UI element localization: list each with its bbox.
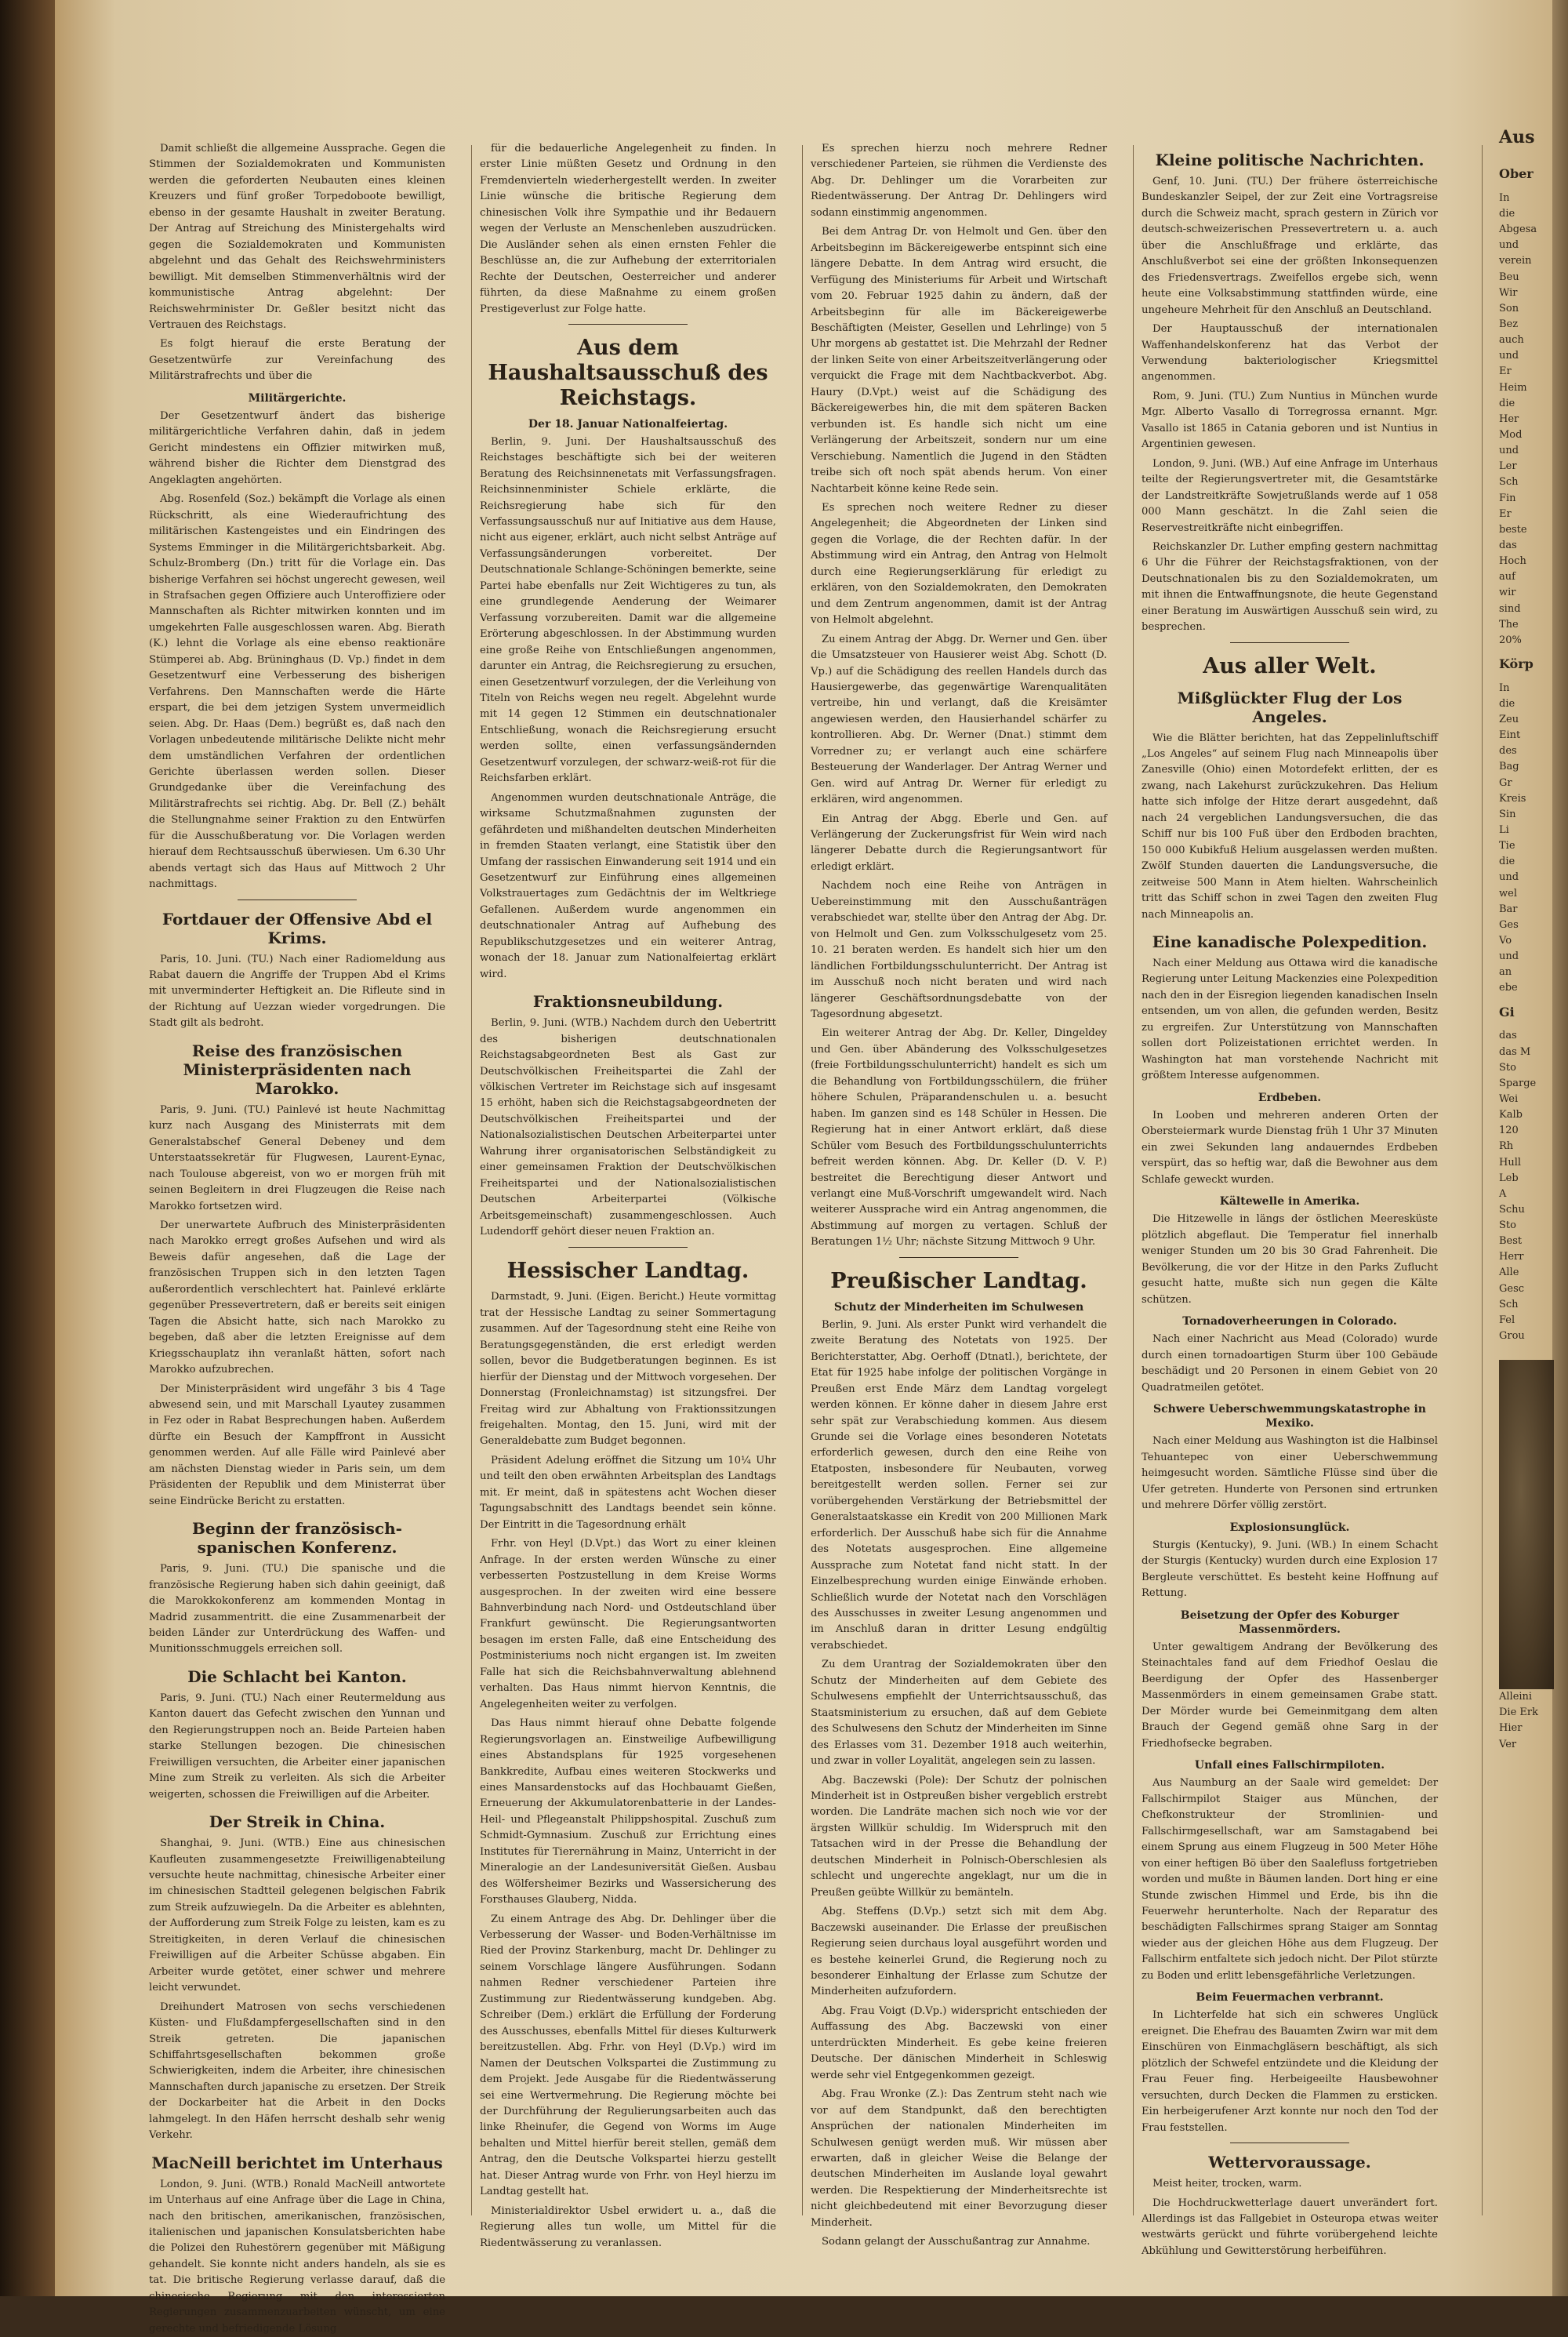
cut-line: Ges (1499, 918, 1519, 931)
cut-line: Grou (1499, 1330, 1525, 1343)
cut-line: Alle (1499, 1267, 1519, 1279)
cut-line: Eint (1499, 729, 1521, 742)
cut-line: und (1499, 239, 1519, 252)
paragraph: London, 9. Juni. (WB.) Auf eine Anfrage im Unterhaus teilte der Regierungsvertreter mit, die Gesamtstärke der Landstreitkräfte Sowjetrußlands werde auf 1 058 000 Mann geschätzt. In die Zahl seien die Reservestreitkräfte nicht einbegriffen. (1142, 457, 1438, 534)
cut-line: Sch (1499, 476, 1519, 489)
paragraph: Sodann gelangt der Ausschußantrag zur Annahme. (822, 2236, 1091, 2248)
cut-line: Gr (1499, 776, 1512, 789)
cut-line: Sparge (1499, 1077, 1537, 1089)
cut-line: und (1499, 350, 1519, 362)
article-subheading: Unfall eines Fallschirmpiloten. (1194, 1759, 1385, 1772)
article-subheading: Erdbeben. (1258, 1091, 1322, 1104)
article-subheading: Der 18. Januar Nationalfeiertag. (528, 417, 728, 431)
paragraph: Rom, 9. Juni. (TU.) Zum Nuntius in München wurde Mgr. Alberto Vasallo di Torregrossa ernannt. Mgr. Vasallo ist 1865 in Catania geboren und ist Nuntius in Argentinien gewesen. (1142, 390, 1438, 451)
cut-line: Rh (1499, 1140, 1514, 1153)
cut-subheading-2: Körp (1499, 656, 1534, 671)
article-subheading: Schwere Ueberschwemmungskatastrophe in Mexiko. (1153, 1402, 1426, 1430)
article-column-3 (811, 141, 1107, 2248)
paragraph: Der Gesetzentwurf ändert das bisherige militärgerichtliche Verfahren dahin, daß in jedem Gericht mindestens ein Offizier mitwirken muß, während bisher die Richter dem Dienstgrad des Angeklagten angehörten. (149, 409, 445, 486)
cut-line: Hier (1499, 1722, 1523, 1735)
paragraph: Berlin, 9. Juni. (WTB.) Nachdem durch den Uebertritt des bisherigen deutschnationalen Reichstagsabgeordneten Best als Gast zur Deutschvölkischen Freiheitspartei die Zahl der völkischen Vertreter im Reichstage sich auf insgesamt 15 erhöht, haben sich die Reichstagsabgeordneten der Deutschvölkischen Freiheitspartei und der Nationalsozialistischen Deutschen Arbeiterpartei unter Wahrung ihrer organisatorischen Selbständigkeit zu einer gemeinsamen Fraktion der Deutschvölkischen Freiheitspartei und der Nationalsozialistischen Deutschen Arbeiterpartei (Völkische Arbeitsgemeinschaft) zusammengeschlossen. Auch Ludendorff gehört dieser neuen Fraktion an. (480, 1017, 776, 1238)
section-heading: Hessischer Landtag. (506, 1258, 750, 1283)
cut-line: 120 (1499, 1125, 1519, 1137)
paragraph: Frhr. von Heyl (D.Vpt.) das Wort zu einer kleinen Anfrage. In der ersten werden Wünsche zu einer verbesserten Postzustellung in dem Kreise Worms ausgesprochen. In der zweiten wird eine bessere Bahnverbindung nach Nord- und Ostdeutschland über Frankfurt gewünscht. Die Regierungsantworten besagen im ersten Falle, daß eine Entscheidung des Postministeriums noch nicht ergangen ist. Im zweiten Falle hat sich die Reichsbahnverwaltung ablehnend verhalten. Das Haus nimmt hiervon Kenntnis, die Angelegenheiten weiter zu verfolgen. (480, 1538, 776, 1710)
cut-line: Kreis (1499, 792, 1526, 805)
cut-line: sind (1499, 602, 1521, 615)
cut-line: Wir (1499, 286, 1518, 299)
paragraph: Bei dem Antrag Dr. von Helmolt und Gen. über den Arbeitsbeginn im Bäckereigewerbe entspinnt sich eine längere Debatte. In dem Antrag wird ersucht, die Verfügung des Ministeriums für Arbeit und Wirtschaft vom 20. Februar 1925 dahin zu ändern, daß der Arbeitsbeginn für alle im Bäckereigewerbe Beschäftigten (Meister, Gesellen und Lehrlinge) von 5 Uhr morgens ab gestattet ist. Die Mehrzahl der Redner der linken Seite von einer Arbeitszeitverlängerung oder verquickt die Frage mit dem Nachtbackverbot. Abg. Haury (D.Vpt.) weist auf die Schädigung des Bäckereigewerbes hin, die mit dem späteren Backen verbunden ist. Es handle sich nicht um eine Verlängerung der Arbeitszeit, sondern nur um eine Verschiebung. Namentlich die Jugend in den Städten treibe sich oft noch spät abends herum. Von einer Nachtarbeit könne keine Rede sein. (811, 226, 1107, 495)
cut-line: Vo (1499, 935, 1512, 947)
paragraph: Angenommen wurden deutschnationale Anträge, die wirksame Schutzmaßnahmen zugunsten der gefährdeten und mißhandelten deutschen Minderheiten in fremden Staaten verlangt, eine Statistik über den Umfang der rassischen Einwanderung seit 1914 und ein Gesetzentwurf zur Einführung eines allgemeinen Volkstrauertages zum Gedächtnis der im Weltkriege Gefallenen. Außerdem wurde angenommen ein deutschnationaler Antrag auf Aufhebung des Republikschutzgesetzes und ein weiterer Antrag, wonach der 18. Januar zum Nationalfeiertag erklärt wird. (480, 791, 776, 980)
cut-line: 20% (1499, 634, 1522, 646)
paragraph: Abg. Baczewski (Pole): Der Schutz der polnischen Minderheit ist in Ostpreußen bisher vergeblich erstrebt worden. Die Landräte machen sich noch wie vor der ärgsten Willkür schuldig. Im Widerspruch mit den Tatsachen wird in der Presse die Behandlung der deutschen Minderheit in Polnisch-Oberschlesien als schlecht und ungerechte angeklagt, nur um die in Preußen geübte Willkür zu bemänteln. (811, 1774, 1107, 1899)
cut-line: das M (1499, 1045, 1531, 1058)
cut-line: Ver (1499, 1738, 1517, 1750)
article-subheading: Tornadoverheerungen in Colorado. (1182, 1314, 1397, 1328)
paragraph: Wie die Blätter berichten, hat das Zeppelinluftschiff „Los Angeles“ auf seinem Flug nach Minneapolis über Zanesville (Ohio) einen Motordefekt erlitten, der es zwang, nach Lakehurst zurückzukehren. Das Helium hatte sich infolge der Hitze derart ausgedehnt, daß nach 24 vergeblichen Landungsversuchen, die das Schiff nur bis 100 Fuß über den Erdboden brachten, 150 000 Kubikfuß Helium ausgelassen werden mußten. Zwölf Stunden dauerten die Landungsversuche, die zeitweise 500 Mann in Atem hielten. Wahrscheinlich tritt das Schiff schon in zwei Tagen den zweiten Flug nach Minneapolis an. (1142, 732, 1438, 921)
paragraph: Genf, 10. Juni. (TU.) Der frühere österreichische Bundeskanzler Seipel, der zur Zeit eine Vortragsreise durch die Schweiz macht, sprach gestern in Zürich vor deutsch-schweizerischen Pressevertretern u. a. auch über die Anschlußfrage und erklärte, das Anschlußverbot sei eine der größten Inkonsequenzen des Friedensvertrags. Zweifellos ergebe sich, wenn heute eine Volksabstimmung stattfinden würde, eine ungeheure Mehrheit für den Anschluß an Deutschland. (1142, 176, 1438, 316)
cut-line: Bez (1499, 318, 1519, 331)
article-subheading: Kältewelle in Amerika. (1219, 1195, 1360, 1208)
article-column-1 (149, 141, 445, 2335)
paragraph: Shanghai, 9. Juni. (WTB.) Eine aus chinesischen Kaufleuten zusammengesetzte Freiwilligenabteilung versuchte heute nachmittag, chinesische Arbeiter einer im chinesischen Stadtteil gelegenen belgischen Fabrik zum Streik aufzuwiegeln. Da die Arbeiter es ablehnten, der Aufforderung zum Streik Folge zu leisten, kam es zu Streitigkeiten, in deren Verlauf die chinesischen Freiwilligen auf die Arbeiter Schüsse abgaben. Ein Arbeiter wurde getötet, einer schwer und mehrere leicht verwundet. (149, 1837, 445, 1994)
paragraph: Unter gewaltigem Andrang der Bevölkerung des Steinachtales fand auf dem Friedhof Oeslau die Beerdigung der Opfer des Hassenberger Massenmörders in einem gemeinsamen Grabe statt. Der Mörder wurde bei Gemeinmitgang dem alten Brauch der Gegend gemäß ohne Sarg in der Friedhofsecke begraben. (1142, 1641, 1438, 1750)
paragraph: Sturgis (Kentucky), 9. Juni. (WB.) In einem Schacht der Sturgis (Kentucky) wurden durch eine Explosion 17 Bergleute verschüttet. Es besteht keine Hoffnung auf Rettung. (1142, 1539, 1438, 1600)
cut-line: verein (1499, 255, 1532, 267)
article-headline: Die Schlacht bei Kanton. (187, 1666, 407, 1686)
cut-subheading: Ober (1499, 166, 1534, 182)
paragraph: Die Hochdruckwetterlage dauert unverändert fort. Allerdings ist das Fallgebiet in Osteuropa etwas weiter westwärts gerückt und führte vorübergehend leichte Abkühlung und Gewitterstörung herbeiführen. (1142, 2197, 1438, 2257)
article-column-4 (1142, 141, 1438, 2257)
cut-line: Mod (1499, 429, 1523, 441)
cut-line: Schu (1499, 1203, 1525, 1216)
article-headline: Fraktionsneubildung. (532, 992, 724, 1012)
cut-line: und (1499, 445, 1519, 457)
article-headline: Der Streik in China. (209, 1812, 386, 1832)
paragraph: Präsident Adelung eröffnet die Sitzung um 10¼ Uhr und teilt den oben erwähnten Arbeitsplan des Landtags mit. Er meint, daß in spätestens acht Wochen dieser Tagungsabschnitt des Landtags beendet sein könne. Der Eintritt in die Tagesordnung erhält (480, 1454, 776, 1531)
cut-line: und (1499, 871, 1519, 884)
cut-line: Die Erk (1499, 1706, 1538, 1719)
article-subheading: Beisetzung der Opfer des Koburger Massenmörders. (1180, 1608, 1399, 1636)
paragraph: Paris, 9. Juni. (TU.) Painlevé ist heute Nachmittag kurz nach Ausgang des Ministerrats mit dem Generalstabschef General Debeney und dem Unterstaatssekretär für Flugwesen, Laurent-Eynac, nach Toulouse abgereist, von wo er morgen früh mit seinen Begleitern in drei Flugzeugen die Reise nach Marokko fortsetzen wird. (149, 1103, 445, 1212)
paragraph: London, 9. Juni. (WTB.) Ronald MacNeill antwortete im Unterhaus auf eine Anfrage über die Lage in China, nach den britischen, amerikanischen, französischen, italienischen und japanischen Konsulatsberichten habe die Polizei den Ruhestörern gegenüber mit Mäßigung gehandelt. Sie konnte nicht anders handeln, als sie es tat. Die britische Regierung verlasse darauf, daß die chinesische Regierung mit den interessierten Regierungen zusammenzuarbeiten wünscht, um eine gerechte und befriedigende Lösung (149, 2178, 445, 2335)
paragraph: Damit schließt die allgemeine Aussprache. Gegen die Stimmen der Sozialdemokraten und Kommunisten werden die geforderten Neubauten eines kleinen Kreuzers und fünf großer Torpedoboote bewilligt, ebenso in der gesamte Haushalt in zweiter Beratung. Der Antrag auf Streichung des Ministergehalts wird gegen die Sozialdemokraten und Kommunisten abgelehnt und das Gehalt des Reichswehrministers bewilligt. Mit demselben Stimmenverhältnis wird der kommunistische Antrag abgelehnt: Der Reichswehrminister Dr. Geßler besitzt nicht das Vertrauen des Reichstags. (149, 143, 445, 331)
paragraph: Zu dem Urantrag der Sozialdemokraten über den Schutz der Minderheiten auf dem Gebiete des Schulwesens empfiehlt der Unterrichtsausschuß, das Staatsministerium zu ersuchen, daß auf dem Gebiete des Schulwesens den Schutz der Minderheiten im Sinne des Erlasses vom 31. Dezember 1918 auch weiterhin, und zwar in voller Loyalität, angelegen sein zu lassen. (811, 1659, 1107, 1768)
cut-line: Tie (1499, 840, 1515, 852)
cut-line: Sch (1499, 1298, 1519, 1310)
cut-line: das (1499, 539, 1517, 551)
article-headline: Mißglückter Flug der Los Angeles. (1177, 688, 1403, 726)
paragraph: Die Hitzewelle in längs der östlichen Meeresküste plötzlich abgeflaut. Die Temperatur fiel innerhalb weniger Stunden um 20 bis 30 Grad Fahrenheit. Die Bevölkerung, die vor der Hitze in den Parks Zuflucht gesucht hatte, mußte sich nun gegen die Kälte schützen. (1142, 1213, 1438, 1306)
cut-line: Fin (1499, 492, 1516, 504)
cut-line: und (1499, 950, 1519, 963)
column-divider (471, 145, 472, 2215)
column-divider (802, 145, 803, 2215)
article-headline: Fortdauer der Offensive Abd el Krims. (162, 909, 433, 947)
cut-line: Beu (1499, 271, 1519, 283)
section-heading: Aus dem Haushaltsausschuß des Reichstags. (488, 335, 768, 410)
paragraph: Paris, 9. Juni. (TU.) Nach einer Reutermeldung aus Kanton dauert das Gefecht zwischen den Yunnan und den Regierungstruppen noch an. Beide Parteien haben starke Stellungen bezogen. Die chinesischen Freiwilligen versuchten, die Arbeiter einer japanischen Mine zum Streik zu verleiten. Als sich die Arbeiter weigerten, schossen die Freiwilligen auf die Arbeiter. (149, 1692, 445, 1801)
cut-line: Alleini (1499, 1691, 1533, 1703)
column-divider (1133, 145, 1134, 2215)
cut-line: Bag (1499, 761, 1519, 773)
cut-line: Sto (1499, 1061, 1516, 1074)
cut-line: die (1499, 697, 1515, 710)
cut-line: In (1499, 191, 1510, 204)
paragraph: Es sprechen noch weitere Redner zu dieser Angelegenheit; die Abgeordneten der Linken sind gegen die Vorlage, die der Rechten dafür. In der Abstimmung wird ein Antrag, den Antrag von Helmolt durch eine Regierungserklärung für erledigt zu erklären, von den Sozialdemokraten, den Demokraten und dem Zentrum angenommen, damit ist der Antrag von Helmolt abgelehnt. (811, 501, 1107, 627)
paragraph: Ein weiterer Antrag der Abg. Dr. Keller, Dingeldey und Gen. über Abänderung des Volksschulgesetzes (freie Fortbildungsschulunterricht) handelt es sich um die Behandlung von Fortbildungsschülern, die früher höhere Schulen, Präparandenschulen u. a. besucht haben. Im ganzen sind es 148 Schüler in Hessen. Die Regierung hat in einer Antwort erklärt, daß diese Schüler vom Besuch des Fortbildungsschulunterrichts befreit werden können. Abg. Dr. Keller (D. V. P.) bestreitet die Berechtigung dieser Antwort und verlangt eine Muß-Vorschrift umgewandelt wird. Nach weiterer Aussprache wird ein Antrag angenommen, die Abstimmung auf morgen zu vertagen. Schluß der Beratungen 1½ Uhr; nächste Sitzung Mittwoch 9 Uhr. (811, 1027, 1107, 1248)
cut-line: auch (1499, 334, 1524, 347)
article-headline: MacNeill berichtet im Unterhaus (151, 2153, 443, 2172)
paragraph: Abg. Frau Voigt (D.Vp.) widerspricht entschieden der Auffassung des Abg. Baczewski von einer unterdrückten Minderheit. Es gebe keine freieren Deutsche. Der dänischen Minderheit in Schleswig werde sehr viel Entgegenkommen gezeigt. (811, 2004, 1107, 2081)
paragraph: Der Ministerpräsident wird ungefähr 3 bis 4 Tage abwesend sein, und mit Marschall Lyautey zusammen in Fez oder in Rabat Besprechungen haben. Außerdem dürfte ein Besuch der Kampffront in Aussicht genommen werden. Auf alle Fälle wird Painlevé aber am nächsten Dienstag wieder in Paris sein, um dem Präsidenten der Republik und dem Ministerrat über seine Eindrücke Bericht zu erstatten. (149, 1383, 445, 1507)
cut-lines-d (1499, 1187, 1554, 1344)
book-binding (0, 0, 55, 2296)
paragraph: Abg. Rosenfeld (Soz.) bekämpft die Vorlage als einen Rückschritt, als eine Wiederaufrichtung des militärischen Kastengeistes und ein Eindringen des Systems Emminger in die Militärgerichtsbarkeit. Abg. Schulz-Bromberg (Dn.) tritt für die Vorlage ein. Das bisherige Verfahren sei höchst ungerecht gewesen, weil in Strafsachen gegen Offiziere auch Unteroffiziere oder Mannschaften als Richter mitwirken konnten und im umgekehrten Falle ausgeschlossen waren. Abg. Bierath (K.) lehnt die Vorlage als eine ebenso reaktionäre Stümperei ab. Abg. Brüninghaus (D. Vp.) findet in dem Gesetzentwurf eine Verbesserung des bisherigen Verfahrens. Den Mannschaften werde die Härte erspart, die bei dem jetzigen System unvermeidlich seien. Abg. Dr. Haas (Dem.) begrüßt es, daß nach den Vorlagen unbedeutende militärische Delikte nicht mehr dem umständlichen Verfahren der ordentlichen Gerichte überlassen werden sollen. Dieser Grundgedanke über die Vereinfachung des Militärstrafrechts sei richtig. Abg. Dr. Bell (Z.) behält die Stellungnahme seiner Fraktion zu den Entwürfen für die Ausschußberatung vor. Die Vorlagen werden hierauf dem Rechtsausschuß überwiesen. Um 6.30 Uhr abends vertagt sich das Haus auf Mittwoch 2 Uhr nachmittags. (149, 493, 445, 891)
section-heading: Aus aller Welt. (1203, 653, 1377, 678)
paragraph: Ein Antrag der Abgg. Eberle und Gen. auf Verlängerung der Zuckerungsfrist für Wein wird nach längerer Debatte durch die Regierungsantwort für erledigt erklärt. (811, 812, 1107, 873)
cut-line: des (1499, 745, 1517, 758)
cut-line: The (1499, 618, 1519, 631)
cut-line: Herr (1499, 1251, 1524, 1263)
column-divider (1482, 145, 1483, 2215)
cut-line: In (1499, 681, 1510, 694)
cut-line: an (1499, 966, 1512, 979)
cut-line: Kalb (1499, 1109, 1523, 1121)
paragraph: Reichskanzler Dr. Luther empfing gestern nachmittag 6 Uhr die Führer der Reichstagsfraktionen, von der Deutschnationalen bis zu den Sozialdemokraten, um mit ihnen die Entwaffnungsnote, die heute Gegenstand einer Beratung im Auswärtigen Ausschuß sein wird, zu besprechen. (1142, 540, 1438, 634)
cut-line: Li (1499, 824, 1509, 837)
advertisement-image (1499, 1360, 1554, 1689)
paragraph: Abg. Steffens (D.Vp.) setzt sich mit dem Abg. Baczewski auseinander. Die Erlasse der preußischen Regierung seien durchaus loyal ausgeführt worden und es bestehe keinerlei Grund, die Regierung noch zu besonderer Einhaltung der Erlasse zum Schutze der Minderheiten aufzufordern. (811, 1906, 1107, 1998)
cut-lines-c (1499, 1028, 1554, 1186)
paragraph: Abg. Frau Wronke (Z.): Das Zentrum steht nach wie vor auf dem Standpunkt, daß den berechtigten Ansprüchen der nationalen Minderheiten im Schulwesen genügt werden muß. Wir müssen aber erwarten, daß in gleicher Weise die Belange der deutschen Minderheiten im Auslande loyal gewahrt werden. Die Respektierung der Minderheitsrechte ist nicht gleichbedeutend mit einer Bevorzugung dieser Minderheit. (811, 2088, 1107, 2229)
article-headline: Reise des französischen Ministerpräsidenten nach Marokko. (183, 1041, 412, 1098)
article-headline: Wettervoraussage. (1208, 2153, 1371, 2172)
paragraph: Zu einem Antrage des Abg. Dr. Dehlinger über die Verbesserung der Wasser- und Boden-Verhältnisse im Ried der Provinz Starkenburg, macht Dr. Dehlinger zu seinem Vorschlage längere Ausführungen. Sodann nahmen Redner verschiedener Parteien ihre Zustimmung zur Riedentwässerung kundgeben. Abg. Schreiber (Dem.) erklärt die Erfüllung der Forderung des Ausschusses, ebenfalls Mittel für dieses Kulturwerk bereitzustellen. Abg. Frhr. von Heyl (D.Vp.) wird im Namen der Deutschen Volkspartei die Zustimmung zu dem Projekt. Jede Ausgabe für die Riedentwässerung sei eine Wertvermehrung. Die Regierung möchte bei der Durchführung der Regulierungsarbeiten auch das linke Rheinufer, die Gegend von Worms im Auge behalten und Mittel hierfür bereit stellen, gemäß dem Antrag, den die Deutsche Volkspartei hierzu gestellt hat. Dieser Antrag wurde von Frhr. von Heyl hierzu im Landtag gestellt hat. (480, 1913, 776, 2198)
cut-lines-a (1499, 191, 1554, 649)
paragraph: Aus Naumburg an der Saale wird gemeldet: Der Fallschirmpilot Staiger aus München, der Chefkonstrukteur der Stromlinien- und Fallschirmgesellschaft, war am Samstagabend bei einem Sprung aus einem Flugzeug in 500 Meter Höhe von einer heftigen Bö über den Saalefluss fortgetrieben worden und mußte in Bäumen landen. Dort hing er eine Stunde zwischen Himmel und Erde, bis ihn die Feuerwehr herunterholte. Nach der Reparatur des beschädigten Fallschirmes sprang Staiger am Sonntag wieder aus der gleichen Höhe aus dem Flugzeug. Der Fallschirm entfaltete sich jedoch nicht. Der Pilot stürzte zu Boden und erlitt lebensgefährliche Verletzungen. (1142, 1777, 1438, 1982)
cut-off-right-column (1499, 118, 1554, 2235)
separator-rule (899, 1257, 1018, 1258)
cut-line: Her (1499, 413, 1519, 425)
cut-line: Bar (1499, 903, 1518, 915)
cut-line: Fel (1499, 1314, 1515, 1326)
cut-line: auf (1499, 571, 1515, 583)
cut-subheading-3: Gi (1499, 1004, 1515, 1019)
paragraph: Der unerwartete Aufbruch des Ministerpräsidenten nach Marokko erregt großes Aufsehen und wird als Beweis dafür angesehen, daß die Lage der französischen Truppen sich in den letzten Tagen außerordentlich verschlechtert hat. Painlevé erklärte gegenüber Pressevertretern, daß er bereits seit einigen Tagen die Absicht hatte, sich nach Marokko zu begeben, daß aber die letzten Ereignisse auf dem Kriegsschauplatz ihn veranlaßt hätten, sofort nach Marokko aufzubrechen. (149, 1219, 445, 1376)
cut-line: A (1499, 1187, 1507, 1200)
paragraph: Nachdem noch eine Reihe von Anträgen in Uebereinstimmung mit den Ausschußanträgen verabschiedet war, stellte über den Antrag der Abg. Dr. von Helmolt und Gen. zum Volksschulgesetz vom 25. 10. 21 beraten werden. Es handelt sich hier um den ländlichen Fortbildungsschulunterricht. Der Antrag ist im Ausschuß noch nicht beraten und wird nach längerer Geschäftsordnungsdebatte von der Tagesordnung abgesetzt. (811, 880, 1107, 1021)
paragraph: Nach einer Meldung aus Washington ist die Halbinsel Tehuantepec von einer Ueberschwemmung heimgesucht worden. Sämtliche Flüsse sind über die Ufer getreten. Hunderte von Personen sind ertrunken und mehrere Dörfer völlig zerstört. (1142, 1435, 1438, 1512)
article-subheading: Schutz der Minderheiten im Schulwesen (833, 1300, 1084, 1314)
cut-line: beste (1499, 523, 1527, 536)
cut-line: Hull (1499, 1156, 1522, 1168)
cut-line: Zeu (1499, 714, 1519, 726)
cut-line: Sto (1499, 1219, 1516, 1232)
cut-footer (1499, 1689, 1554, 1753)
cut-line: Son (1499, 302, 1519, 314)
paragraph: Nach einer Nachricht aus Mead (Colorado) wurde durch einen tornadoartigen Sturm über 100 Gebäude beschädigt und 20 Personen in einem Gebiet von 20 Quadratmeilen getötet. (1142, 1333, 1438, 1394)
cut-line: Hoch (1499, 555, 1526, 568)
paragraph: für die bedauerliche Angelegenheit zu finden. In erster Linie müßten Gesetz und Ordnung in den Fremdenvierteln wiederhergestellt werden. In zweiter Linie wünsche die britische Regierung dem chinesischen Volk ihre Sympathie und ihr Bedauern wegen der Verluste an Menschenleben auszudrücken. Die Ausländer sehen als einen ernsten Fehler die Beschlüsse an, die zur Aufhebung der exterritorialen Rechte der Deutschen, Oesterreicher und anderer führten, da diese Maßnahme zu einem großen Prestigeverlust zur Folge hatte. (480, 143, 776, 315)
article-column-2 (480, 141, 776, 2249)
cut-line: Er (1499, 507, 1512, 520)
article-subheading: Beim Feuermachen verbrannt. (1196, 1991, 1384, 2004)
article-headline: Eine kanadische Polexpedition. (1152, 932, 1428, 951)
paragraph: Berlin, 9. Juni. Als erster Punkt wird verhandelt die zweite Beratung des Notetats von 1925. Der Berichterstatter, Abg. Oerhoff (Dtnatl.), berichtete, der Etat für 1925 habe infolge der politischen Vorgänge in Preußen erst Ende März dem Landtag vorgelegt werden können. Er könne daher in diesem Jahre erst sehr spät zur Verabschiedung kommen. Aus diesem Grunde sei die Vorlage eines besonderen Notetats erforderlich gewesen, durch den eine Reihe von Etatposten, insbesondere für Neubauten, vorweg bereitgestellt werden sollen. Ferner sei zur vorübergehenden Verstärkung der Betriebsmittel der Generalstaatskasse ein Kredit von 200 Millionen Mark erforderlich. Der Ausschuß habe sich für die Annahme des Notetats ausgesprochen. Eine allgemeine Aussprache zum Notetat fand nicht statt. In der Einzelbesprechung wurden einige Einwände erhoben. Schließlich wurde der Notetat nach den Vorschlägen des Ausschusses in zweiter Lesung angenommen und im Anschluß daran in dritter Lesung endgültig verabschiedet. (811, 1318, 1107, 1652)
section-heading: Preußischer Landtag. (830, 1268, 1087, 1293)
paragraph: Paris, 9. Juni. (TU.) Die spanische und die französische Regierung haben sich dahin geeinigt, daß die Marokkokonferenz am kommenden Montag in Madrid zusammentritt. die eine Zusammenarbeit der beiden Länder zur Unterdrückung des Waffen- und Munitionsschmuggels erreichen soll. (149, 1563, 445, 1656)
paragraph: Zu einem Antrag der Abgg. Dr. Werner und Gen. über die Umsatzsteuer von Hausierer weist Abg. Schott (D. Vp.) auf die Schädigung des reellen Handels durch das Hausiergewerbe, das gegenwärtige Warenqualitäten vertreibe, hin und verlangt, daß die Kreisämter angewiesen werden, den Hausierhandel schärfer zu kontrollieren. Abg. Dr. Werner (Dnat.) stimmt dem Vorredner zu; er verlangt auch eine schärfere Besteuerung der Wanderlager. Der Antrag Werner und Gen. wird auf Antrag Dr. Werner für erledigt zu erklären, wird angenommen. (811, 633, 1107, 806)
article-subheading: Explosionsunglück. (1229, 1521, 1350, 1534)
paragraph: Berlin, 9. Juni. Der Haushaltsausschuß des Reichstages beschäftigte sich bei der weiteren Beratung des Reichsinnenetats mit Verfassungsfragen. Reichsinnenminister Schiele erklärte, die Reichsregierung habe sich für den Verfassungsausschuß nur auf Initiative aus dem Hause, nicht aus eigener, erklärt, auch nicht selbst Anträge auf Verfassungsänderungen vorbereitet. Der Deutschnationale Schlange-Schöningen bemerkte, seine Partei habe ebenfalls nur Zeit Wichtigeres zu tun, als eine grundlegende Aenderung der Weimarer Verfassung vorzubereiten. Damit war die allgemeine Erörterung abgeschlossen. In der Abstimmung wurden eine große Reihe von Entschließungen angenommen, darunter ein Antrag, die Reichsregierung zu ersuchen, einen Gesetzentwurf vorzulegen, der die Verleihung von Titeln von Reichs wegen neu regelt. Abgelehnt wurde mit 14 gegen 12 Stimmen ein deutschnationaler Entschließung, wonach die Reichsregierung ersucht werden sollte, einen verfassungsändernden Gesetzentwurf vorzulegen, der schwarz-weiß-rot für die Reichsfarben erklärt. (480, 435, 776, 785)
paragraph: Dreihundert Matrosen von sechs verschiedenen Küsten- und Flußdampfergesellschaften sind in den Streik getreten. Die japanischen Schiffahrtsgesellschaften bekommen große Schwierigkeiten, indem die Arbeiter, ihre chinesischen Mannschaften durch japanische zu ersetzen. Der Streik der Dockarbeiter hat die Arbeit in den Docks lahmgelegt. In den Häfen herrscht deshalb sehr wenig Verkehr. (149, 2001, 445, 2142)
article-headline: Kleine politische Nachrichten. (1155, 151, 1425, 169)
cut-line: wir (1499, 587, 1516, 599)
cut-line: Heim (1499, 381, 1527, 394)
cut-lines-b (1499, 681, 1554, 997)
paragraph: In Looben und mehreren anderen Orten der Obersteiermark wurde Dienstag früh 1 Uhr 37 Minuten ein zwei Sekunden lang andauerndes Erdbeben verspürt, das so heftig war, daß die Bewohner aus dem Schlafe geweckt wurden. (1142, 1109, 1438, 1186)
paragraph: Das Haus nimmt hierauf ohne Debatte folgende Regierungsvorlagen an. Einstweilige Aufbewilligung eines Abstandsplans für 1925 vorgesehenen Bankkredite, Aufbau eines weiteren Stockwerks und eines Mansardenstocks auf das Hochbauamt Gießen, Erneuerung der Akkumulatorenbatterie in der Landes-Heil- und Pflegeanstalt Philippshospital. Zuschuß zum Schmidt-Gymnasium. Zuschuß zur Errichtung eines Institutes für Tierernährung in Mainz, Unterricht in der Mineralogie an der Landesuniversität Gießen. Ausbau des Wölfersheimer Bezirks und Wassersicherung des Forsthauses Glauberg, Nidda. (480, 1717, 776, 1906)
paragraph: Meist heiter, trocken, warm. (1152, 2178, 1302, 2190)
cut-line: Abgesa (1499, 224, 1537, 236)
article-subheading: Militärgerichte. (248, 391, 347, 405)
paragraph: Nach einer Meldung aus Ottawa wird die kanadische Regierung unter Leitung Mackenzies eine Polexpedition nach den in der Eisregion liegenden kanadischen Inseln entsenden, um von allen, die gefunden werden, Besitz zu ergreifen. Zur Unterstützung von Mannschaften sollen dort Polizeistationen errichtet werden. In Washington hat man vorstehende Nachricht mit größtem Interesse aufgenommen. (1142, 957, 1438, 1082)
cut-line: Best (1499, 1235, 1523, 1248)
cut-line: Wei (1499, 1092, 1519, 1105)
page-edge-shadow (1552, 0, 1568, 2296)
cut-line: die (1499, 208, 1515, 220)
paragraph: Es sprechen hierzu noch mehrere Redner verschiedener Parteien, sie rühmen die Verdienste des Abg. Dr. Dehlinger um die Vorarbeiten zur Riedentwässerung. Der Antrag Dr. Dehlingers wird sodann einstimmig angenommen. (811, 143, 1107, 219)
cut-heading: Aus (1499, 127, 1535, 147)
separator-rule (568, 1247, 687, 1248)
cut-line: ebe (1499, 982, 1518, 994)
paragraph: Paris, 10. Juni. (TU.) Nach einer Radiomeldung aus Rabat dauern die Angriffe der Truppen Abd el Krims mit unverminderter Heftigkeit an. Die Rifleute sind in der Richtung auf Uezzan wieder vorgedrungen. Die Stadt gilt als bedroht. (149, 953, 445, 1030)
cut-line: die (1499, 856, 1515, 868)
cut-line: das (1499, 1030, 1517, 1042)
paragraph: Ministerialdirektor Usbel erwidert u. a., daß die Regierung alles tun wolle, um Mittel für die Riedentwässerung zu veranlassen. (480, 2204, 776, 2249)
article-headline: Beginn der französisch-spanischen Konferenz. (192, 1519, 402, 1557)
cut-line: Ler (1499, 460, 1517, 473)
paragraph: Darmstadt, 9. Juni. (Eigen. Bericht.) Heute vormittag trat der Hessische Landtag zu seiner Sommertagung zusammen. Auf der Tagesordnung steht eine Reihe von Beratungsgegenständen, die erst erledigt werden sollen, bevor die Budgetberatungen beginnen. Es ist hierfür der Dienstag und der Mittwoch vorgesehen. Der Donnerstag (Fronleichnamstag) ist sitzungsfrei. Der Freitag wird zur Abhaltung von Fraktionssitzungen freigehalten. Montag, den 15. Juni, wird mit der Generaldebatte zum Budget begonnen. (480, 1291, 776, 1448)
cut-line: wel (1499, 887, 1517, 900)
separator-rule (1230, 642, 1348, 643)
cut-line: Er (1499, 365, 1512, 378)
paragraph: In Lichterfelde hat sich ein schweres Unglück ereignet. Die Ehefrau des Bauamten Zwirn war mit dem Einschüren von Einmachgläsern beschäftigt, als sich plötzlich der Schwefel entzündete und die Kleidung der Frau Feuer fing. Herbeigeeilte Hausbewohner versuchten, durch Decken die Flammen zu ersticken. Ein herbeigerufener Arzt konnte nur noch den Tod der Frau feststellen. (1142, 2009, 1438, 2134)
cut-line: die (1499, 397, 1515, 409)
paragraph: Es folgt hierauf die erste Beratung der Gesetzentwürfe zur Vereinfachung des Militärstrafrechts und über die (149, 338, 445, 383)
cut-line: Gesc (1499, 1282, 1525, 1295)
separator-rule (568, 324, 687, 325)
cut-line: Sin (1499, 808, 1516, 820)
paragraph: Der Hauptausschuß der internationalen Waffenhandelskonferenz hat das Verbot der Verwendung bakteriologischer Kriegsmittel angenommen. (1142, 323, 1438, 383)
cut-line: Leb (1499, 1172, 1519, 1184)
